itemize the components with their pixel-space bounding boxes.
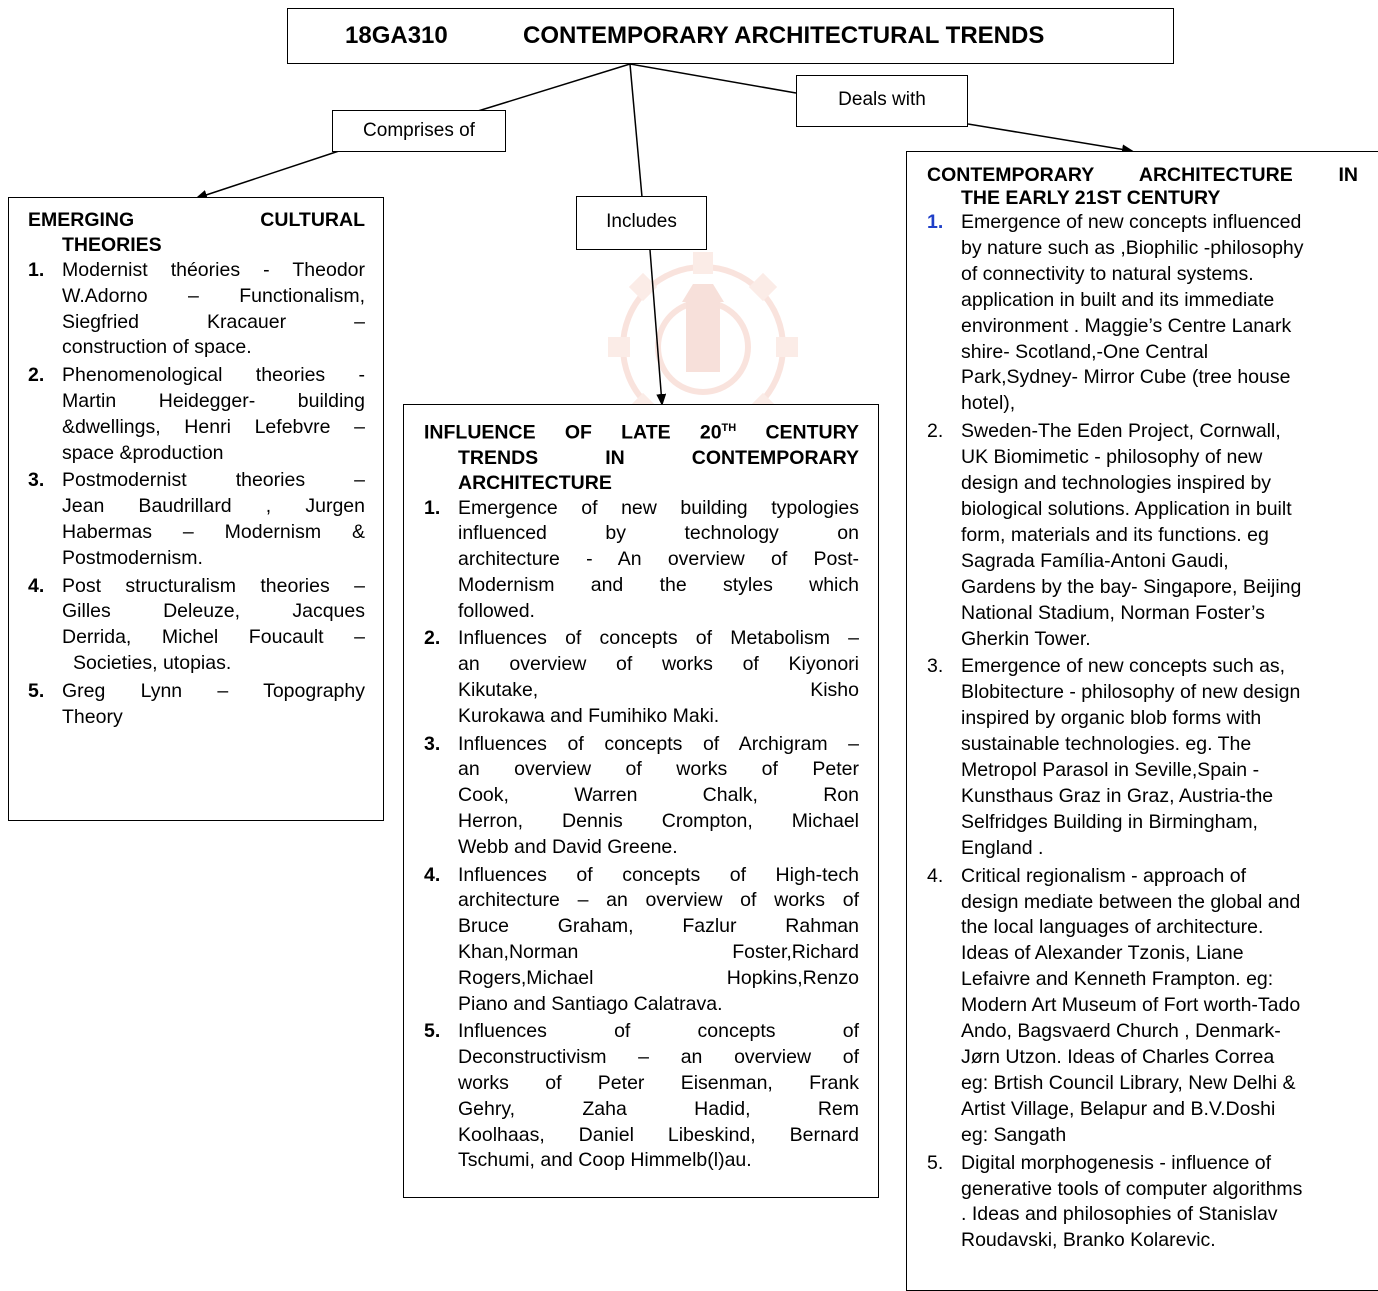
includes-label xyxy=(576,196,707,250)
item-number: 5. xyxy=(927,1151,944,1174)
item-text-line: an overview of works of Kiyonori xyxy=(458,653,859,676)
early-21st-century-architecture xyxy=(927,164,1358,1256)
item-text-line: Metropol Parasol in Seville,Spain - xyxy=(961,759,1260,782)
item-text-line: sustainable technologies. eg. The xyxy=(961,733,1252,756)
item-text-line: Martin Heidegger- building xyxy=(62,389,365,412)
middle-item-3 xyxy=(424,732,859,861)
left-heading xyxy=(28,208,365,258)
item-text-line: inspired by organic blob forms with xyxy=(961,707,1262,730)
item-text-line: Gilles Deleuze, Jacques xyxy=(62,600,365,623)
item-text-line: Derrida, Michel Foucault – xyxy=(62,626,365,649)
item-text-line: design mediate between the global and xyxy=(961,890,1301,913)
item-text-line: Khan,Norman Foster,Richard xyxy=(458,941,859,964)
middle-item-2 xyxy=(424,626,859,729)
item-text-line: application in built and its immediate xyxy=(961,288,1275,311)
item-text-line: construction of space. xyxy=(62,336,252,359)
item-text-line: Blobitecture - philosophy of new design xyxy=(961,681,1301,704)
title-box xyxy=(287,8,1174,64)
item-text-line: Ando, Bagsvaerd Church , Denmark- xyxy=(961,1020,1281,1043)
item-text-line: biological solutions. Application in built xyxy=(961,497,1292,520)
item-text-line: eg: Brtish Council Library, New Delhi & xyxy=(961,1071,1296,1094)
item-number: 5. xyxy=(424,1020,441,1043)
item-text-line: Lefaivre and Kenneth Frampton. eg: xyxy=(961,968,1274,991)
item-text-line: &dwellings, Henri Lefebvre – xyxy=(62,415,365,438)
middle-heading-line-3: ARCHITECTURE xyxy=(458,471,612,494)
connector-title-to-deals xyxy=(630,64,796,93)
item-text-line: Sagrada Família-Antoni Gaudi, xyxy=(961,549,1229,572)
item-number: 4. xyxy=(424,863,441,886)
item-text-line: Rogers,Michael Hopkins,Renzo xyxy=(458,966,859,989)
item-text-line: Kurokawa and Fumihiko Maki. xyxy=(458,704,720,727)
item-text-line: Emergence of new concepts influenced xyxy=(961,211,1302,233)
comprises-of-label xyxy=(332,110,506,152)
item-number: 5. xyxy=(28,679,45,702)
item-text-line: UK Biomimetic - philosophy of new xyxy=(961,446,1263,469)
item-text-line: Critical regionalism - approach of xyxy=(961,864,1247,887)
item-text-line: Siegfried Kracauer – xyxy=(62,310,365,333)
item-text-line: Societies, utopias. xyxy=(73,651,232,674)
left-item-2 xyxy=(28,363,365,466)
item-text-line: England . xyxy=(961,836,1044,859)
right-item-4 xyxy=(927,864,1358,1149)
item-text-line: works of Peter Eisenman, Frank xyxy=(458,1072,859,1095)
item-text-line: Phenomenological theories - xyxy=(62,364,365,387)
item-text-line: Deconstructivism – an overview of xyxy=(458,1046,859,1069)
item-text-line: Postmodernist theories – xyxy=(62,469,365,492)
item-text-line: Modernist théories - Theodor xyxy=(62,259,365,281)
right-list xyxy=(927,210,1358,1254)
left-item-5 xyxy=(28,679,365,731)
middle-item-5 xyxy=(424,1019,859,1174)
course-title: CONTEMPORARY ARCHITECTURAL TRENDS xyxy=(523,22,1045,49)
item-text-line: Park,Sydney- Mirror Cube (tree house xyxy=(961,366,1291,389)
right-heading-line-1: CONTEMPORARY ARCHITECTURE IN xyxy=(927,164,1358,186)
connector-title-to-comprises xyxy=(478,64,630,111)
item-text-line: form, materials and its functions. eg xyxy=(961,523,1269,546)
deals-with-label xyxy=(796,75,968,127)
item-text-line: Influences of concepts of High-tech xyxy=(458,863,859,886)
item-text-line: Selfridges Building in Birmingham, xyxy=(961,810,1258,833)
item-text-line: Emergence of new building typologies xyxy=(458,496,859,519)
item-text-line: W.Adorno – Functionalism, xyxy=(62,284,365,307)
item-text-line: Bruce Graham, Fazlur Rahman xyxy=(458,915,859,938)
item-text-line: of connectivity to natural systems. xyxy=(961,262,1254,285)
left-item-1 xyxy=(28,258,365,361)
middle-heading-line-2: TRENDS IN CONTEMPORARY xyxy=(458,446,859,469)
right-item-2 xyxy=(927,419,1358,652)
item-number: 4. xyxy=(28,574,45,597)
item-text-line: Theory xyxy=(62,705,123,728)
middle-heading-prefix: INFLUENCE OF LATE 20 xyxy=(424,421,722,444)
left-list xyxy=(28,258,365,730)
item-text-line: architecture - An overview of Post- xyxy=(458,548,859,571)
item-text-line: design and technologies inspired by xyxy=(961,472,1272,495)
item-text-line: Habermas – Modernism & xyxy=(62,520,365,543)
item-text-line: Modernism and the styles which xyxy=(458,573,859,596)
connector-title-to-includes xyxy=(630,64,642,197)
item-text-line: Gehry, Zaha Hadid, Rem xyxy=(458,1097,859,1120)
left-heading-line-2: THEORIES xyxy=(62,234,162,256)
item-text-line: the local languages of architecture. xyxy=(961,916,1264,939)
right-item-3 xyxy=(927,654,1358,861)
item-text-line: followed. xyxy=(458,599,535,622)
item-text-line: Influences of concepts of xyxy=(458,1020,859,1043)
item-text-line: Gherkin Tower. xyxy=(961,627,1091,650)
item-text-line: Jean Baudrillard , Jurgen xyxy=(62,495,365,518)
left-heading-line-1: EMERGING CULTURAL xyxy=(28,209,365,231)
item-text-line: . Ideas and philosophies of Stanislav xyxy=(961,1203,1278,1226)
item-number: 3. xyxy=(927,655,944,678)
item-text-line: Modern Art Museum of Fort worth-Tado xyxy=(961,994,1301,1017)
middle-heading-line-1 xyxy=(424,416,859,446)
item-text-line: environment . Maggie’s Centre Lanark xyxy=(961,314,1292,337)
item-text-line: National Stadium, Norman Foster’s xyxy=(961,601,1265,624)
item-text-line: Influences of concepts of Metabolism – xyxy=(458,627,859,650)
item-number: 1. xyxy=(424,496,441,519)
item-text-line: by nature such as ,Biophilic -philosophy xyxy=(961,236,1304,259)
item-number: 2. xyxy=(28,364,45,387)
right-heading-line-2: THE EARLY 21ST CENTURY xyxy=(961,187,1221,209)
item-text-line: Kunsthaus Graz in Graz, Austria-the xyxy=(961,784,1274,807)
deals-with-text: Deals with xyxy=(838,89,926,110)
late-20th-century-trends xyxy=(424,416,859,1176)
comprises-of-text: Comprises of xyxy=(363,120,475,141)
item-number: 2. xyxy=(424,627,441,650)
emerging-cultural-theories xyxy=(28,208,365,732)
item-text-line: Artist Village, Belapur and B.V.Doshi xyxy=(961,1097,1276,1120)
item-text-line: generative tools of computer algorithms xyxy=(961,1177,1303,1200)
connector-includes-to-middle xyxy=(650,250,662,404)
middle-list xyxy=(424,496,859,1175)
item-text-line: Postmodernism. xyxy=(62,546,203,569)
item-text-line: Gardens by the bay- Singapore, Beijing xyxy=(961,575,1302,598)
middle-heading-sup: TH xyxy=(721,422,737,434)
item-text-line: Cook, Warren Chalk, Ron xyxy=(458,784,859,807)
connector-comprises-to-left xyxy=(197,149,345,198)
middle-heading-suffix: CENTURY xyxy=(736,421,859,444)
item-text-line: eg: Sangath xyxy=(961,1123,1067,1146)
item-text-line: Sweden-The Eden Project, Cornwall, xyxy=(961,420,1281,443)
item-text-line: Influences of concepts of Archigram – xyxy=(458,732,859,755)
item-text-line: architecture – an overview of works of xyxy=(458,889,859,912)
item-text-line: hotel), xyxy=(961,392,1016,415)
item-text-line: Ideas of Alexander Tzonis, Liane xyxy=(961,942,1244,965)
item-number: 3. xyxy=(28,469,45,492)
left-item-4 xyxy=(28,574,365,677)
right-item-5 xyxy=(927,1151,1358,1255)
item-text-line: Roudavski, Branko Kolarevic. xyxy=(961,1229,1216,1252)
middle-item-1 xyxy=(424,496,859,625)
item-text-line: Tschumi, and Coop Himmelb(l)au. xyxy=(458,1149,752,1172)
item-text-line: Jørn Utzon. Ideas of Charles Correa xyxy=(961,1046,1275,1068)
item-text-line: Herron, Dennis Crompton, Michael xyxy=(458,810,859,833)
left-item-3 xyxy=(28,468,365,571)
item-text-line: Greg Lynn – Topography xyxy=(62,679,365,702)
item-number: 4. xyxy=(927,864,944,887)
item-text-line: influenced by technology on xyxy=(458,522,859,545)
item-text-line: space &production xyxy=(62,441,224,464)
middle-item-4 xyxy=(424,863,859,1018)
item-text-line: Webb and David Greene. xyxy=(458,835,678,858)
right-heading xyxy=(927,164,1358,210)
item-text-line: Digital morphogenesis - influence of xyxy=(961,1151,1272,1174)
item-text-line: Kikutake, Kisho xyxy=(458,679,859,702)
item-number: 3. xyxy=(424,732,441,755)
item-number: 2. xyxy=(927,420,944,443)
item-text-line: Koolhaas, Daniel Libeskind, Bernard xyxy=(458,1123,859,1146)
item-text-line: an overview of works of Peter xyxy=(458,758,859,781)
includes-text: Includes xyxy=(606,211,677,232)
course-code: 18GA310 xyxy=(345,22,448,49)
item-number: 1. xyxy=(927,211,944,233)
item-number: 1. xyxy=(28,259,45,281)
item-text-line: shire- Scotland,-One Central xyxy=(961,340,1209,363)
right-item-1 xyxy=(927,210,1358,417)
middle-heading xyxy=(424,416,859,496)
item-text-line: Post structuralism theories – xyxy=(62,574,365,597)
connector-deals-to-right xyxy=(968,124,1132,151)
item-text-line: Piano and Santiago Calatrava. xyxy=(458,992,723,1015)
item-text-line: Emergence of new concepts such as, xyxy=(961,655,1286,678)
